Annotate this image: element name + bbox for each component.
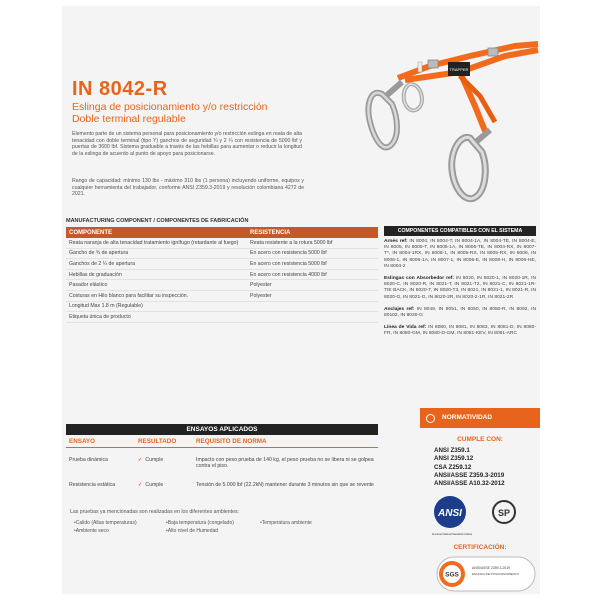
- condition-item: •Ambiente seco: [74, 528, 109, 534]
- ensayos-columns: [66, 438, 378, 448]
- ansi-caption: American National Standards Institute: [431, 533, 473, 536]
- norm-item: ANSI Z359.1: [434, 447, 470, 454]
- compatible-heading: COMPONENTES COMPATIBLES CON EL SISTEMA: [384, 226, 536, 236]
- subtitle-line-1: Eslinga de posicionamiento y/o restricción: [72, 101, 268, 113]
- component-cell: Etiqueta única de producto: [69, 313, 131, 320]
- norm-item: ANSI/ASSE A10.32-2012: [434, 480, 505, 488]
- product-description: Elemento parte de un sistema personal para posicionamiento y/o restricción eslinga en reata de alta tenacidad con doble terminal (tipo Y) ganchos de seguridad ¾ y 2 ¼ con resistencia de 5000 lbf y puertas de 3600 lbf. Sistema graduable a través de las hebillas para aumentar o reducir la longitud de la eslinga de acuerdo al punto de apoyo para posicionarse.: [72, 131, 302, 157]
- condition-item: •Alto nivel de Humedad: [166, 528, 219, 534]
- csa-logo-icon: [490, 498, 518, 528]
- large-hook-icon: [369, 82, 403, 147]
- resistance-cell: Reata resistente a la rotura 5000 lbf: [250, 239, 333, 246]
- compat-block-linea-vida: [384, 325, 536, 337]
- col-requisito: REQUISITO DE NORMA: [196, 438, 267, 445]
- condition-item: •Baja temperatura (congelado): [166, 520, 234, 526]
- col-ensayo: ENSAYO: [69, 438, 96, 445]
- manufacturing-heading: MANUFACTURING COMPONENT / COMPONENTES DE FABRICACIÓN: [66, 218, 249, 224]
- product-title: IN 8042-R: [72, 78, 168, 100]
- manufacturing-table-header: [66, 227, 378, 238]
- table-row: [66, 457, 378, 470]
- table-row: [66, 249, 378, 260]
- lanyard-illustration: [310, 26, 540, 216]
- normatividad-heading: NORMATIVIDAD: [420, 408, 540, 428]
- compat-text: IN 8020, IN 8020-1, IN 8020-1R, IN 8020-C, IN 8020-R, IN 8021-T, IN 8021-T2, IN 8021-C, IN 8021-1R-TIE BACK, IN 8020-T, IN 8020-T3, IN 8021, IN 8021-1, IN 8021-R, IN 8020-G, IN 8021-G, IN 8020-2R, IN 8020-2-1R, IN 8021-2R: [384, 276, 536, 300]
- condition-item: •Calido (Altas temperaturas): [74, 520, 137, 526]
- check-icon: ✓: [138, 482, 143, 488]
- compat-block-eslingas: [384, 276, 536, 301]
- col-resultado: RESULTADO: [138, 438, 177, 445]
- compatible-list: [384, 239, 536, 344]
- compat-label: Línea de Vida ref:: [384, 325, 427, 331]
- table-row: [66, 238, 378, 249]
- table-row: [66, 259, 378, 270]
- table-row: [66, 482, 378, 488]
- compat-block-anclajes: [384, 307, 536, 319]
- compat-text: IN 8049, IN 8051, IN 8050, IN 8050-R, IN 8092, IN 80102, IN 8030-G: [384, 306, 536, 319]
- resultado-cell: [138, 482, 196, 488]
- resultado-text: Cumple: [145, 457, 164, 463]
- ensayo-cell: Resistencia estática: [69, 482, 116, 488]
- ensayos-heading: ENSAYOS APLICADOS: [66, 424, 378, 435]
- norm-item: ANSI Z359.12: [434, 455, 474, 463]
- component-cell: Reata naranja de alta tenacidad tratamiento ignífugo (retardante al fuego): [69, 239, 239, 246]
- resistance-cell: En acero con resistencia 5000 lbf: [250, 260, 327, 267]
- compat-text: IN 8080, IN 8081, IN 8083, IN 8081-D, IN 8080-FR, IN 8080-GM, IN 8080-D-GM, IN 8081-KEV, IN 8081-ARC: [384, 325, 536, 337]
- ansi-logo-icon: [430, 494, 476, 538]
- capacity-range: Rango de capacidad: mínimo 130 lbs - máximo 310 lbs (1 persona) incluyendo uniforme, equipos y cualquier herramienta del trabajador, conforme ANSI Z359.3-2019 y resolución colombiana 4272 de 2021.: [72, 178, 304, 198]
- subtitle-line-2: Doble terminal regulable: [72, 113, 186, 125]
- resistance-cell: En acero con resistencia 5000 lbf: [250, 250, 327, 257]
- requisito-cell: Tensión de 5.000 lbf (22.2kN) mantener durante 3 minutos sin que se revente: [196, 482, 374, 488]
- compat-text: IN 8004, IN 8004-T, IN 8004-1A, IN 8004-TE, IN 8004-E, IN 8005, IN 8005-T, IN 8005-1A, IN 8005-TE, IN 8004-RX, IN 8007-T*, IN 8004-1RX, IN 8008-1, IN 8005-RX, IN 8005-RX, IN 8006, IN 8006-1, IN 8006-1A, IN 8007-1, IN 8006-E, IN 8008-H, IN 8006-HE, IN 8004-2: [384, 239, 537, 269]
- resultado-cell: [138, 457, 196, 470]
- component-cell: Gancho de ¾ de apertura: [69, 250, 129, 257]
- requisito-cell: Impacto con peso prueba de 140 kg, el peso prueba no se libera ni se golpea contra el piso.: [196, 457, 374, 470]
- col-component: COMPONENTE: [69, 229, 113, 236]
- compat-block-arnes: [384, 239, 536, 270]
- large-hook-icon-2: [452, 130, 490, 199]
- col-resistance: RESISTENCIA: [250, 229, 291, 236]
- product-subtitle: [72, 101, 292, 125]
- sgs-logo-text: SGS: [445, 571, 459, 579]
- table-row: [66, 280, 378, 291]
- component-cell: Pasador elástico: [69, 282, 108, 289]
- norm-item: ANSI/ASSE Z359.3-2019: [434, 471, 505, 479]
- check-icon: ✓: [138, 457, 143, 463]
- table-row: [66, 312, 378, 323]
- table-row: [66, 302, 378, 313]
- component-cell: Hebillas de graduación: [69, 271, 122, 278]
- component-cell: Ganchos de 2 ¼ de apertura: [69, 260, 136, 267]
- resistance-cell: En acero con resistencia 4000 lbf: [250, 271, 327, 278]
- sgs-seal-icon: [436, 556, 536, 592]
- table-row: [66, 291, 378, 302]
- ansi-logo-text: ANSI: [438, 508, 462, 519]
- resultado-text: Cumple: [145, 482, 164, 488]
- csa-logo-text: SP: [497, 508, 511, 518]
- table-row: [66, 270, 378, 281]
- resistance-cell: Polyester: [250, 292, 272, 299]
- datasheet-page: [62, 6, 540, 594]
- tag-label: TRAPPER: [449, 67, 469, 72]
- component-cell: Costuras en Hilo blanco para facilitar su inspección.: [69, 292, 189, 299]
- resistance-cell: Polyester: [250, 282, 272, 289]
- product-tag: [448, 62, 470, 76]
- certificacion-label: CERTIFICACIÓN:: [453, 544, 507, 551]
- compat-label: Eslingas con Absorbedor ref:: [384, 276, 454, 282]
- sgs-standard-text: ANSI/ASSE Z359.3-2019: [472, 566, 511, 570]
- norm-item: CSA Z259.12: [434, 463, 472, 471]
- manufacturing-table: [66, 227, 378, 323]
- cumple-label: CUMPLE CON:: [457, 436, 503, 443]
- ensayo-cell: Prueba dinámica: [69, 457, 108, 463]
- component-cell: Longitud Max 1.8 m (Regulable): [69, 303, 143, 310]
- norms-list: [434, 447, 505, 488]
- sgs-product-text: ESLINGA DE POSICIONAMIENTO: [472, 572, 519, 576]
- snap-hook-icon: [404, 84, 422, 110]
- condition-item: •Temperatura ambiente: [260, 520, 312, 526]
- compat-label: Anclajes ref:: [384, 306, 415, 312]
- compat-label: Arnés ref:: [384, 239, 408, 244]
- ensayos-note: Las pruebas ya mencionadas son realizadas en los diferentes ambientes:: [70, 509, 239, 515]
- info-icon: [426, 414, 435, 423]
